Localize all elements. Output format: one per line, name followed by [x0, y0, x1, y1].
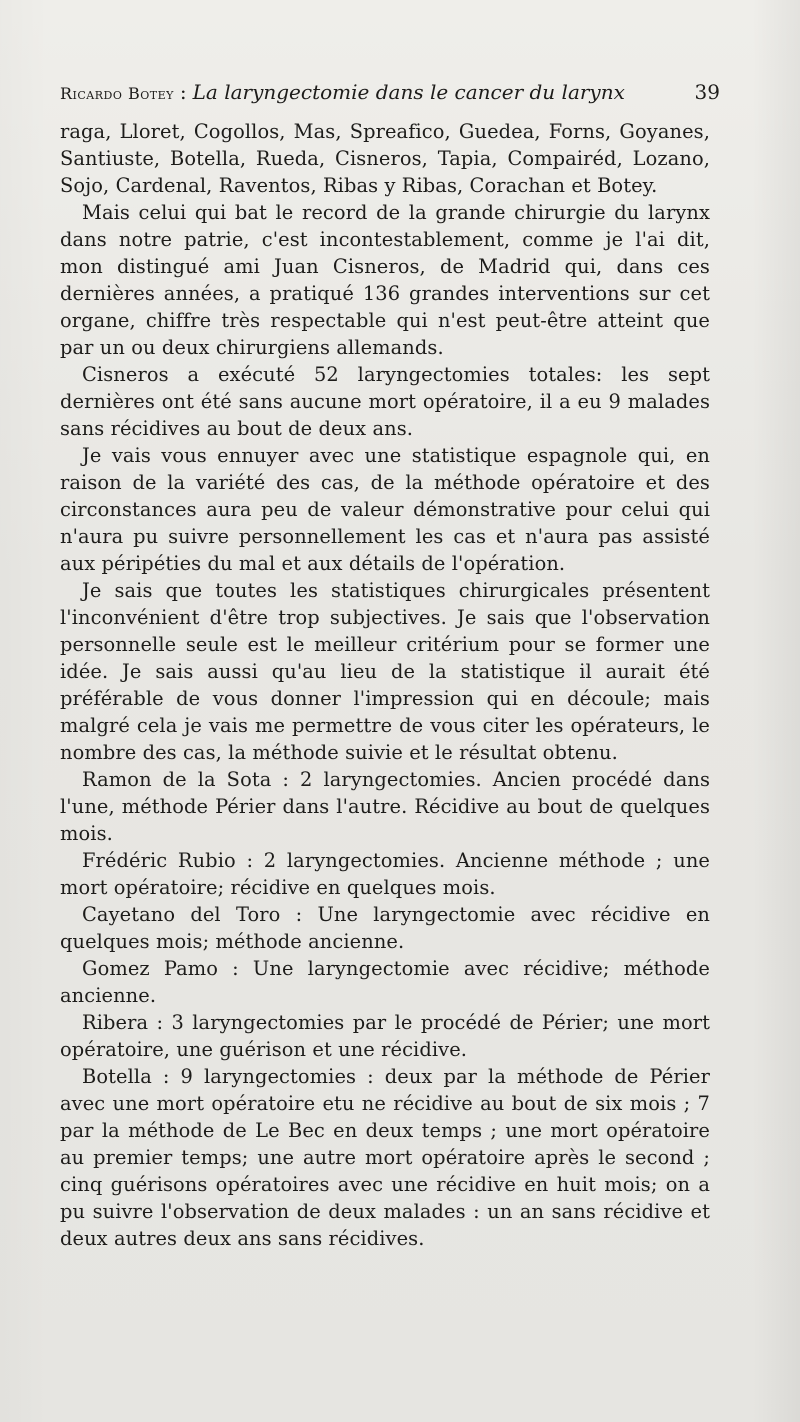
header-author: Ricardo Botey [60, 84, 174, 103]
paragraph: raga, Lloret, Cogollos, Mas, Spreafico, Guedea, Forns, Goyanes, Santiuste, Botella, Rueda, Cisneros, Tapia, Compairéd, Lozano, Sojo, Cardenal, Raventos, Ribas y Ribas, Corachan et Botey. [60, 120, 710, 197]
paragraph: Ramon de la Sota : 2 laryngectomies. Ancien procédé dans l'une, méthode Périer dans l'autre. Récidive au bout de quelques mois. [60, 768, 710, 845]
header-title: La laryngectomie dans le cancer du larynx [192, 80, 625, 104]
running-header [60, 74, 720, 110]
body-text [60, 118, 710, 1252]
paragraph: Cayetano del Toro : Une laryngectomie avec récidive en quelques mois; méthode ancienne. [60, 903, 710, 953]
paragraph: Botella : 9 laryngectomies : deux par la méthode de Périer avec une mort opératoire etu ne récidive au bout de six mois ; 7 par la méthode de Le Bec en deux temps ; une mort opératoire au premier temps; une autre mort opératoire après le second ; cinq guérisons opératoires avec une récidive en huit mois; on a pu suivre l'observation de deux malades : un an sans récidive et deux autres deux ans sans récidives. [60, 1065, 710, 1250]
paragraph: Cisneros a exécuté 52 laryngectomies totales: les sept dernières ont été sans aucune mort opératoire, il a eu 9 malades sans récidives au bout de deux ans. [60, 363, 710, 440]
paragraph: Je vais vous ennuyer avec une statistique espagnole qui, en raison de la variété des cas, de la méthode opératoire et des circonstances aura peu de valeur démonstrative pour celui qui n'aura pu suivre personnellement les cas et n'aura pas assisté aux péripéties du mal et aux détails de l'opération. [60, 444, 710, 575]
paragraph: Je sais que toutes les statistiques chirurgicales présentent l'inconvénient d'être trop subjectives. Je sais que l'observation personnelle seule est le meilleur critérium pour se former une idée. Je sais aussi qu'au lieu de la statistique il aurait été préférable de vous donner l'impression qui en découle; mais malgré cela je vais me permettre de vous citer les opérateurs, le nombre des cas, la méthode suivie et le résultat obtenu. [60, 579, 710, 764]
paragraph: Gomez Pamo : Une laryngectomie avec récidive; méthode ancienne. [60, 957, 710, 1007]
paragraph: Mais celui qui bat le record de la grande chirurgie du larynx dans notre patrie, c'est incontestablement, comme je l'ai dit, mon distingué ami Juan Cisneros, de Madrid qui, dans ces dernières années, a pratiqué 136 grandes interventions sur cet organe, chiffre très respectable qui n'est peut-être atteint que par un ou deux chirurgiens allemands. [60, 201, 710, 359]
page-number: 39 [694, 80, 720, 104]
header-separator: : [179, 80, 187, 104]
paragraph: Ribera : 3 laryngectomies par le procédé de Périer; une mort opératoire, une guérison et une récidive. [60, 1011, 710, 1061]
paragraph: Frédéric Rubio : 2 laryngectomies. Ancienne méthode ; une mort opératoire; récidive en quelques mois. [60, 849, 710, 899]
